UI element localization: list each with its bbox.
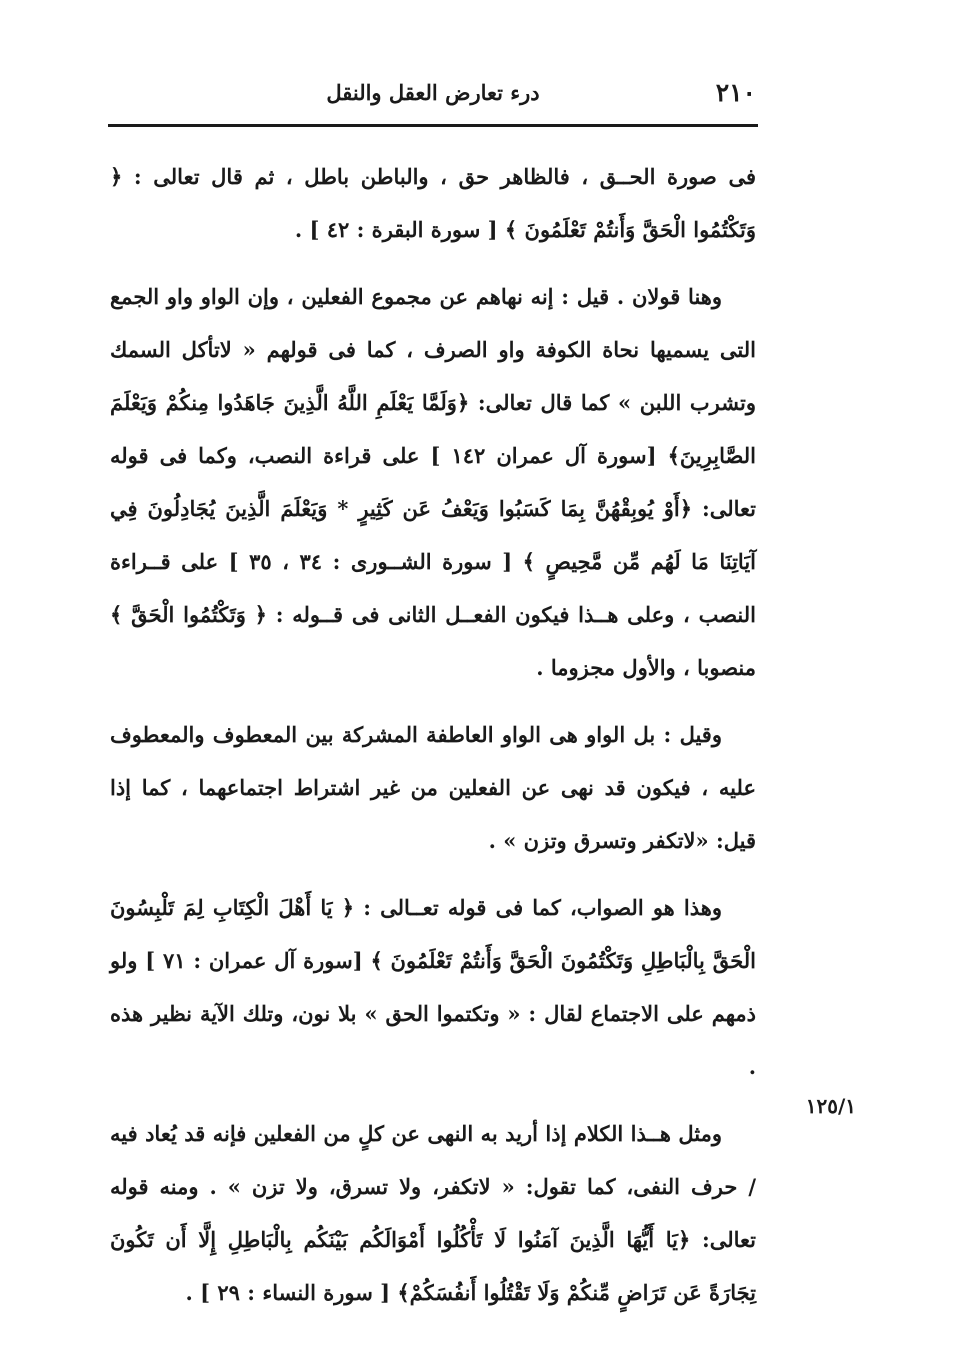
paragraph-5: ومثل هــذا الكلام إذا أريد به النهى عن كلٍ من الفعلين فإنه قد يُعاد فيه / حرف النفى، كما تقول: « لاتكفر، ولا تسرق، ولا تزن » . ومنه قوله تعالى: ﴿يَا أَيُّهَا الَّذِينَ آمَنُوا لَا تَأْكُلُوا أَمْوَالَكُم بَيْنَكُم بِالْبَاطِلِ إِلَّا أَن تَكُونَ تِجَارَةً عَن تَرَاضٍ مِّنكُمْ وَلَا تَقْتُلُوا أَنفُسَكُمْ﴾ [ سورة النساء : ٢٩ ] .	[110, 1121, 756, 1305]
paragraph-3: وقيل : بل الواو هى الواو العاطفة المشركة بين المعطوف والمعطوف عليه ، فيكون قد نهى عن الفعلين من غير اشتراط اجتماعهما ، كما إذا قيل: «لاتكفر وتسرق وتزن » .	[110, 722, 756, 853]
header-divider	[108, 124, 758, 127]
page-header	[110, 78, 756, 118]
paragraph-2: وهنا قولان . قيل : إنه نهاهم عن مجموع الفعلين ، وإن الواو واو الجمع التى يسميها نحاة الكوفة واو الصرف ، كما فى قولهم « لاتأكل السمك وتشرب اللبن » كما قال تعالى: ﴿وَلَمَّا يَعْلَمِ اللَّهُ الَّذِينَ جَاهَدُوا مِنكُمْ وَيَعْلَمَ الصَّابِرِينَ﴾ [سورة آل عمران ١٤٢ ] على قراءة النصب، وكما فى قوله تعالى: ﴿أَوْ يُوبِقْهُنَّ بِمَا كَسَبُوا وَيَعْفُ عَن كَثِيرٍ * وَيَعْلَمَ الَّذِينَ يُجَادِلُونَ فِي آيَاتِنَا مَا لَهُم مِّن مَّحِيصٍ ﴾ [ سورة الشــورى : ٣٤ ، ٣٥ ] على قــراءة النصب ، وعلى هــذا فيكون الفعــل الثانى فى قــوله : ﴿ وَتَكْتُمُوا الْحَقَّ ﴾ منصوبا ، والأول مجزوما .	[110, 284, 757, 680]
running-title: درء تعارض العقل والنقل	[326, 80, 540, 105]
margin-reference: ١٢٥/١	[805, 1094, 856, 1118]
paragraph-1: فى صورة الحــق ، فالظاهر حق ، والباطن باطل ، ثم قال تعالى : ﴿ وَتَكْتُمُوا الْحَقَّ وَأَنتُمْ تَعْلَمُونَ ﴾ [ سورة البقرة : ٤٢ ] .	[110, 164, 756, 242]
page-number: ٢١٠	[715, 78, 756, 107]
text-body	[110, 150, 756, 1319]
paragraph-4: وهذا هو الصواب، كما فى قوله تعــالى : ﴿ يَا أَهْلَ الْكِتَابِ لِمَ تَلْبِسُونَ الْحَقَّ بِالْبَاطِلِ وَتَكْتُمُونَ الْحَقَّ وَأَنتُمْ تَعْلَمُونَ ﴾ [سورة آل عمران : ٧١ ] ولو ذمهم على الاجتماع لقال : « وتكتموا الحق » بلا نون، وتلك الآية نظير هذه .	[110, 895, 756, 1079]
